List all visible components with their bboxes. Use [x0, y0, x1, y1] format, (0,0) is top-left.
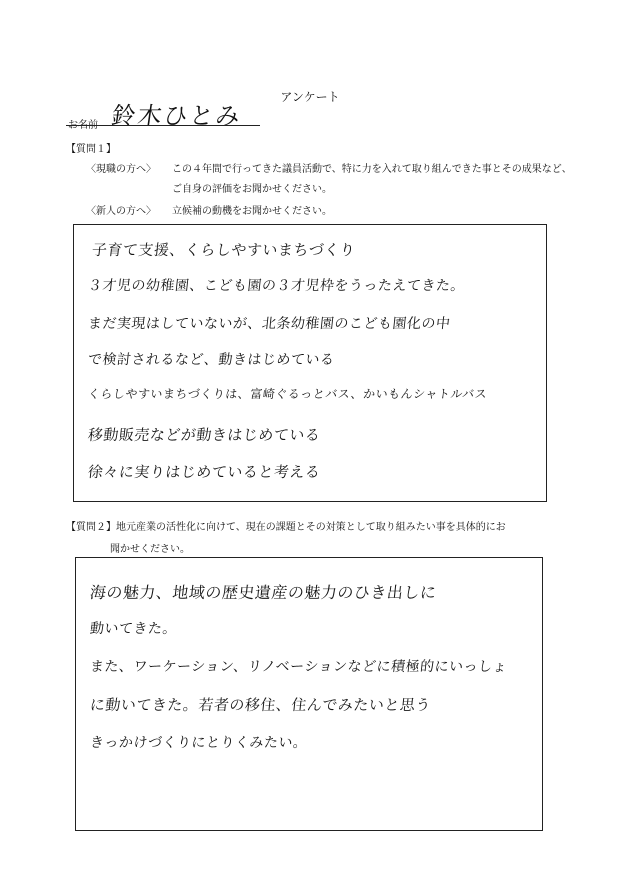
question1-new-label: 〈新人の方へ〉: [86, 206, 156, 217]
answer2-line-4: に動いてきた。若者の移住、住んでみたいと思う: [89, 696, 432, 714]
question1-current-text: この４年間で行ってきた議員活動で、特に力を入れて取り組んできた事とその成果など、ご自身の評価をお聞かせください。: [172, 164, 572, 195]
question1-current-label: 〈現職の方へ〉: [86, 164, 156, 175]
name-label: お名前: [68, 120, 98, 131]
question1-heading: 【質問１】: [66, 144, 116, 155]
question1-new-text: 立候補の動機をお聞かせください。: [172, 206, 332, 217]
answer1-line-5: くらしやすいまちづくりは、富崎ぐるっとバス、かいもんシャトルバス: [87, 387, 488, 401]
answer2-line-2: 動いてきた。: [89, 621, 178, 637]
question2-heading: 【質問２】地元産業の活性化に向けて、現在の課題とその対策として取り組みたい事を具体的にお: [66, 522, 506, 533]
answer1-line-4: で検討されるなど、動きはじめている: [87, 352, 336, 368]
question2-heading-cont: 聞かせください。: [110, 544, 190, 555]
name-underline: [66, 125, 260, 126]
answer1-line-7: 徐々に実りはじめていると考える: [87, 463, 322, 481]
answer1-line-6: 移動販売などが動きはじめている: [87, 426, 322, 444]
page-title: アンケート: [280, 90, 340, 104]
name-value: 鈴木ひとみ: [109, 102, 244, 130]
answer1-line-1: 子育て支援、くらしやすいまちづくり: [91, 241, 357, 259]
answer2-line-3: また、ワーケーション、リノベーションなどに積極的にいっしょ: [89, 659, 508, 675]
answer1-line-3: まだ実現はしていないが、北条幼稚園のこども園化の中: [87, 316, 452, 332]
answer2-line-1: 海の魅力、地域の歴史遺産の魅力のひき出しに: [88, 583, 438, 602]
answer1-line-2: ３才児の幼稚園、こども園の３才児枠をうったえてきた。: [87, 278, 466, 294]
question2-answer-box: [75, 557, 543, 831]
question1-answer-box: [73, 224, 547, 502]
answer2-line-5: きっかけづくりにとりくみたい。: [89, 735, 309, 751]
